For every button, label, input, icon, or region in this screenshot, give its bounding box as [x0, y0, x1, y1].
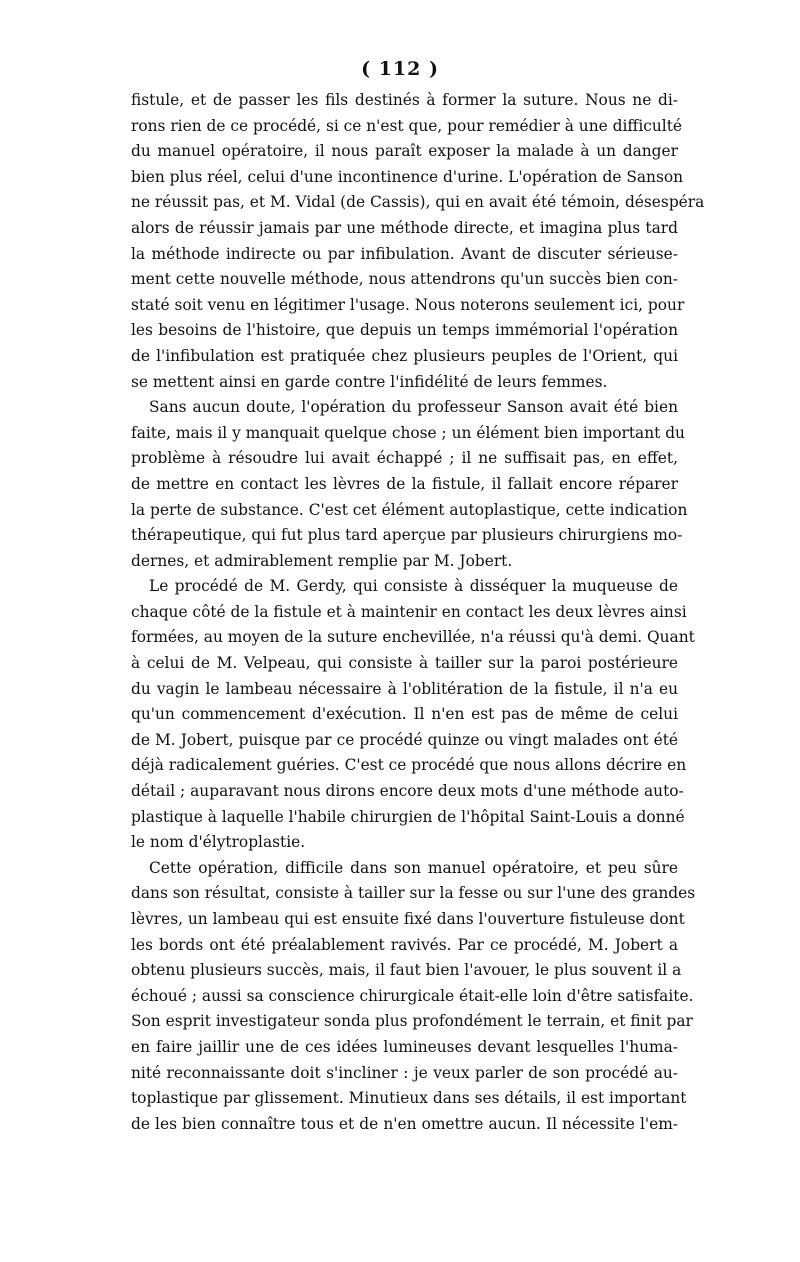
- text-line: de l'infibulation est pratiquée chez plusieurs peuples de l'Orient, qui: [131, 346, 678, 365]
- text-line: du manuel opératoire, il nous paraît exposer la malade à un danger: [131, 142, 678, 161]
- text-line: thérapeutique, qui fut plus tard aperçue par plusieurs chirurgiens mo-: [131, 526, 683, 545]
- paragraph: [131, 574, 695, 856]
- text-line: se mettent ainsi en garde contre l'infidélité de leurs femmes.: [131, 372, 608, 391]
- text-line: les bords ont été préalablement ravivés. Par ce procédé, M. Jobert a: [131, 935, 678, 954]
- text-line: Son esprit investigateur sonda plus profondément le terrain, et finit par: [131, 1012, 693, 1031]
- text-line: dans son résultat, consiste à tailler sur la fesse ou sur l'une des grandes: [131, 884, 696, 903]
- text-line: de mettre en contact les lèvres de la fistule, il fallait encore réparer: [131, 474, 678, 493]
- text-line: ne réussit pas, et M. Vidal (de Cassis), qui en avait été témoin, désespéra: [131, 193, 705, 212]
- text-line: Cette opération, difficile dans son manuel opératoire, et peu sûre: [149, 858, 678, 877]
- text-line: du vagin le lambeau nécessaire à l'oblitération de la fistule, il n'a eu: [131, 679, 678, 698]
- text-line: Sans aucun doute, l'opération du professeur Sanson avait été bien: [149, 398, 678, 417]
- text-line: ment cette nouvelle méthode, nous attendrons qu'un succès bien con-: [131, 270, 678, 289]
- text-line: fistule, et de passer les fils destinés à former la suture. Nous ne di-: [131, 91, 678, 109]
- text-line: dernes, et admirablement remplie par M. Jobert.: [131, 551, 513, 570]
- text-line: plastique à laquelle l'habile chirurgien de l'hôpital Saint-Louis a donné: [131, 807, 685, 826]
- text-line: la méthode indirecte ou par infibulation. Avant de discuter sérieuse-: [131, 244, 678, 263]
- text-line: lèvres, un lambeau qui est ensuite fixé dans l'ouverture fistuleuse dont: [131, 910, 685, 928]
- text-line: les besoins de l'histoire, que depuis un temps immémorial l'opération: [131, 321, 678, 340]
- text-line: de M. Jobert, puisque par ce procédé quinze ou vingt malades ont été: [131, 730, 678, 749]
- text-line: détail ; auparavant nous dirons encore deux mots d'une méthode auto-: [131, 782, 684, 801]
- paragraph: [131, 395, 688, 574]
- text-line: déjà radicalement guéries. C'est ce procédé que nous allons décrire en: [131, 756, 687, 775]
- text-line: nité reconnaissante doit s'incliner : je veux parler de son procédé au-: [131, 1063, 678, 1082]
- text-line: de les bien connaître tous et de n'en omettre aucun. Il nécessite l'em-: [131, 1114, 678, 1133]
- paragraph: [131, 88, 705, 395]
- text-line: bien plus réel, celui d'une incontinence d'urine. L'opération de Sanson: [131, 167, 684, 186]
- text-line: faite, mais il y manquait quelque chose ; un élément bien important du: [131, 423, 685, 442]
- text-line: qu'un commencement d'exécution. Il n'en est pas de même de celui: [131, 705, 678, 724]
- text-line: échoué ; aussi sa conscience chirurgicale était-elle loin d'être satisfaite.: [131, 986, 694, 1005]
- body-text: [131, 88, 705, 1137]
- paragraph: [131, 856, 696, 1138]
- text-line: obtenu plusieurs succès, mais, il faut bien l'avouer, le plus souvent il a: [131, 961, 682, 980]
- text-line: chaque côté de la fistule et à maintenir en contact les deux lèvres ainsi: [131, 602, 687, 621]
- text-line: en faire jaillir une de ces idées lumineuses devant lesquelles l'huma-: [131, 1037, 678, 1056]
- text-line: la perte de substance. C'est cet élément autoplastique, cette indication: [131, 500, 688, 519]
- page-number: ( 112 ): [361, 58, 439, 80]
- text-line: le nom d'élytroplastie.: [131, 833, 306, 852]
- text-line: rons rien de ce procédé, si ce n'est que, pour remédier à une difficulté: [131, 116, 683, 135]
- text-line: alors de réussir jamais par une méthode directe, et imagina plus tard: [131, 218, 678, 237]
- text-line: à celui de M. Velpeau, qui consiste à tailler sur la paroi postérieure: [131, 654, 678, 673]
- text-line: Le procédé de M. Gerdy, qui consiste à disséquer la muqueuse de: [149, 577, 678, 596]
- text-line: problème à résoudre lui avait échappé ; il ne suffisait pas, en effet,: [131, 449, 678, 468]
- text-line: formées, au moyen de la suture enchevillée, n'a réussi qu'à demi. Quant: [131, 628, 695, 647]
- text-line: staté soit venu en légitimer l'usage. Nous noterons seulement ici, pour: [131, 295, 685, 314]
- text-line: toplastique par glissement. Minutieux dans ses détails, il est important: [131, 1089, 687, 1108]
